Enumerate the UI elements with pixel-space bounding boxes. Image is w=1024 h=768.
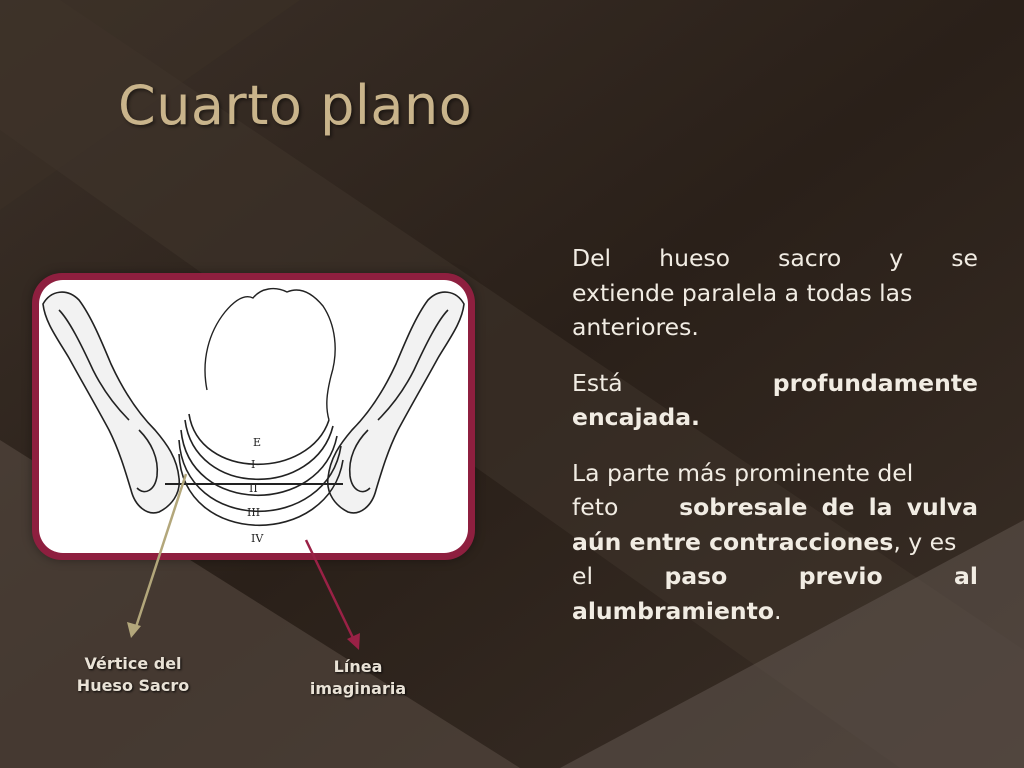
label-vertice-hueso-sacro — [62, 653, 204, 697]
text-line — [572, 366, 978, 401]
paragraph-2 — [572, 366, 978, 435]
word: y — [889, 244, 904, 272]
station-label: E — [253, 436, 262, 449]
pelvis-figure-frame — [32, 273, 475, 560]
word-bold: al — [954, 562, 978, 590]
pelvis-illustration — [39, 280, 468, 553]
station-label: III — [247, 506, 261, 519]
text-line — [572, 241, 978, 276]
text-line — [572, 525, 978, 560]
text-line — [572, 559, 978, 594]
station-label: I — [251, 458, 256, 471]
word: Del — [572, 244, 612, 272]
text-line — [572, 594, 978, 629]
phrase-bold: aún entre contracciones — [572, 527, 894, 556]
label-linea-imaginaria — [296, 656, 420, 700]
text-line: La parte más prominente del — [572, 458, 914, 487]
slide-title: Cuarto plano — [118, 74, 473, 137]
paragraph-1 — [572, 241, 978, 345]
word-bold: alumbramiento — [572, 596, 774, 625]
word-bold: profundamente — [772, 368, 978, 397]
word: Está — [572, 368, 623, 397]
station-label: II — [249, 482, 258, 495]
label-line: imaginaria — [309, 679, 407, 698]
label-line: Hueso Sacro — [76, 676, 190, 695]
paragraph-3 — [572, 456, 978, 629]
phrase-bold: sobresale de la vulva — [679, 493, 978, 521]
word: el — [572, 562, 593, 590]
station-label: IV — [251, 532, 264, 545]
text-line: anteriores. — [572, 313, 699, 341]
text-line — [572, 490, 978, 525]
word: sacro — [778, 244, 842, 272]
word-bold: paso — [664, 562, 728, 590]
slide-body-text — [572, 241, 978, 649]
word: se — [951, 244, 978, 272]
punctuation: . — [774, 596, 782, 625]
text-line-bold: encajada. — [572, 403, 700, 431]
word: hueso — [659, 244, 731, 272]
text-line: extiende paralela a todas las — [572, 278, 913, 307]
label-line: Línea — [333, 657, 383, 676]
phrase: , y es — [893, 527, 957, 556]
label-line: Vértice del — [84, 654, 182, 673]
word-bold: previo — [798, 562, 883, 590]
word: feto — [572, 493, 619, 521]
